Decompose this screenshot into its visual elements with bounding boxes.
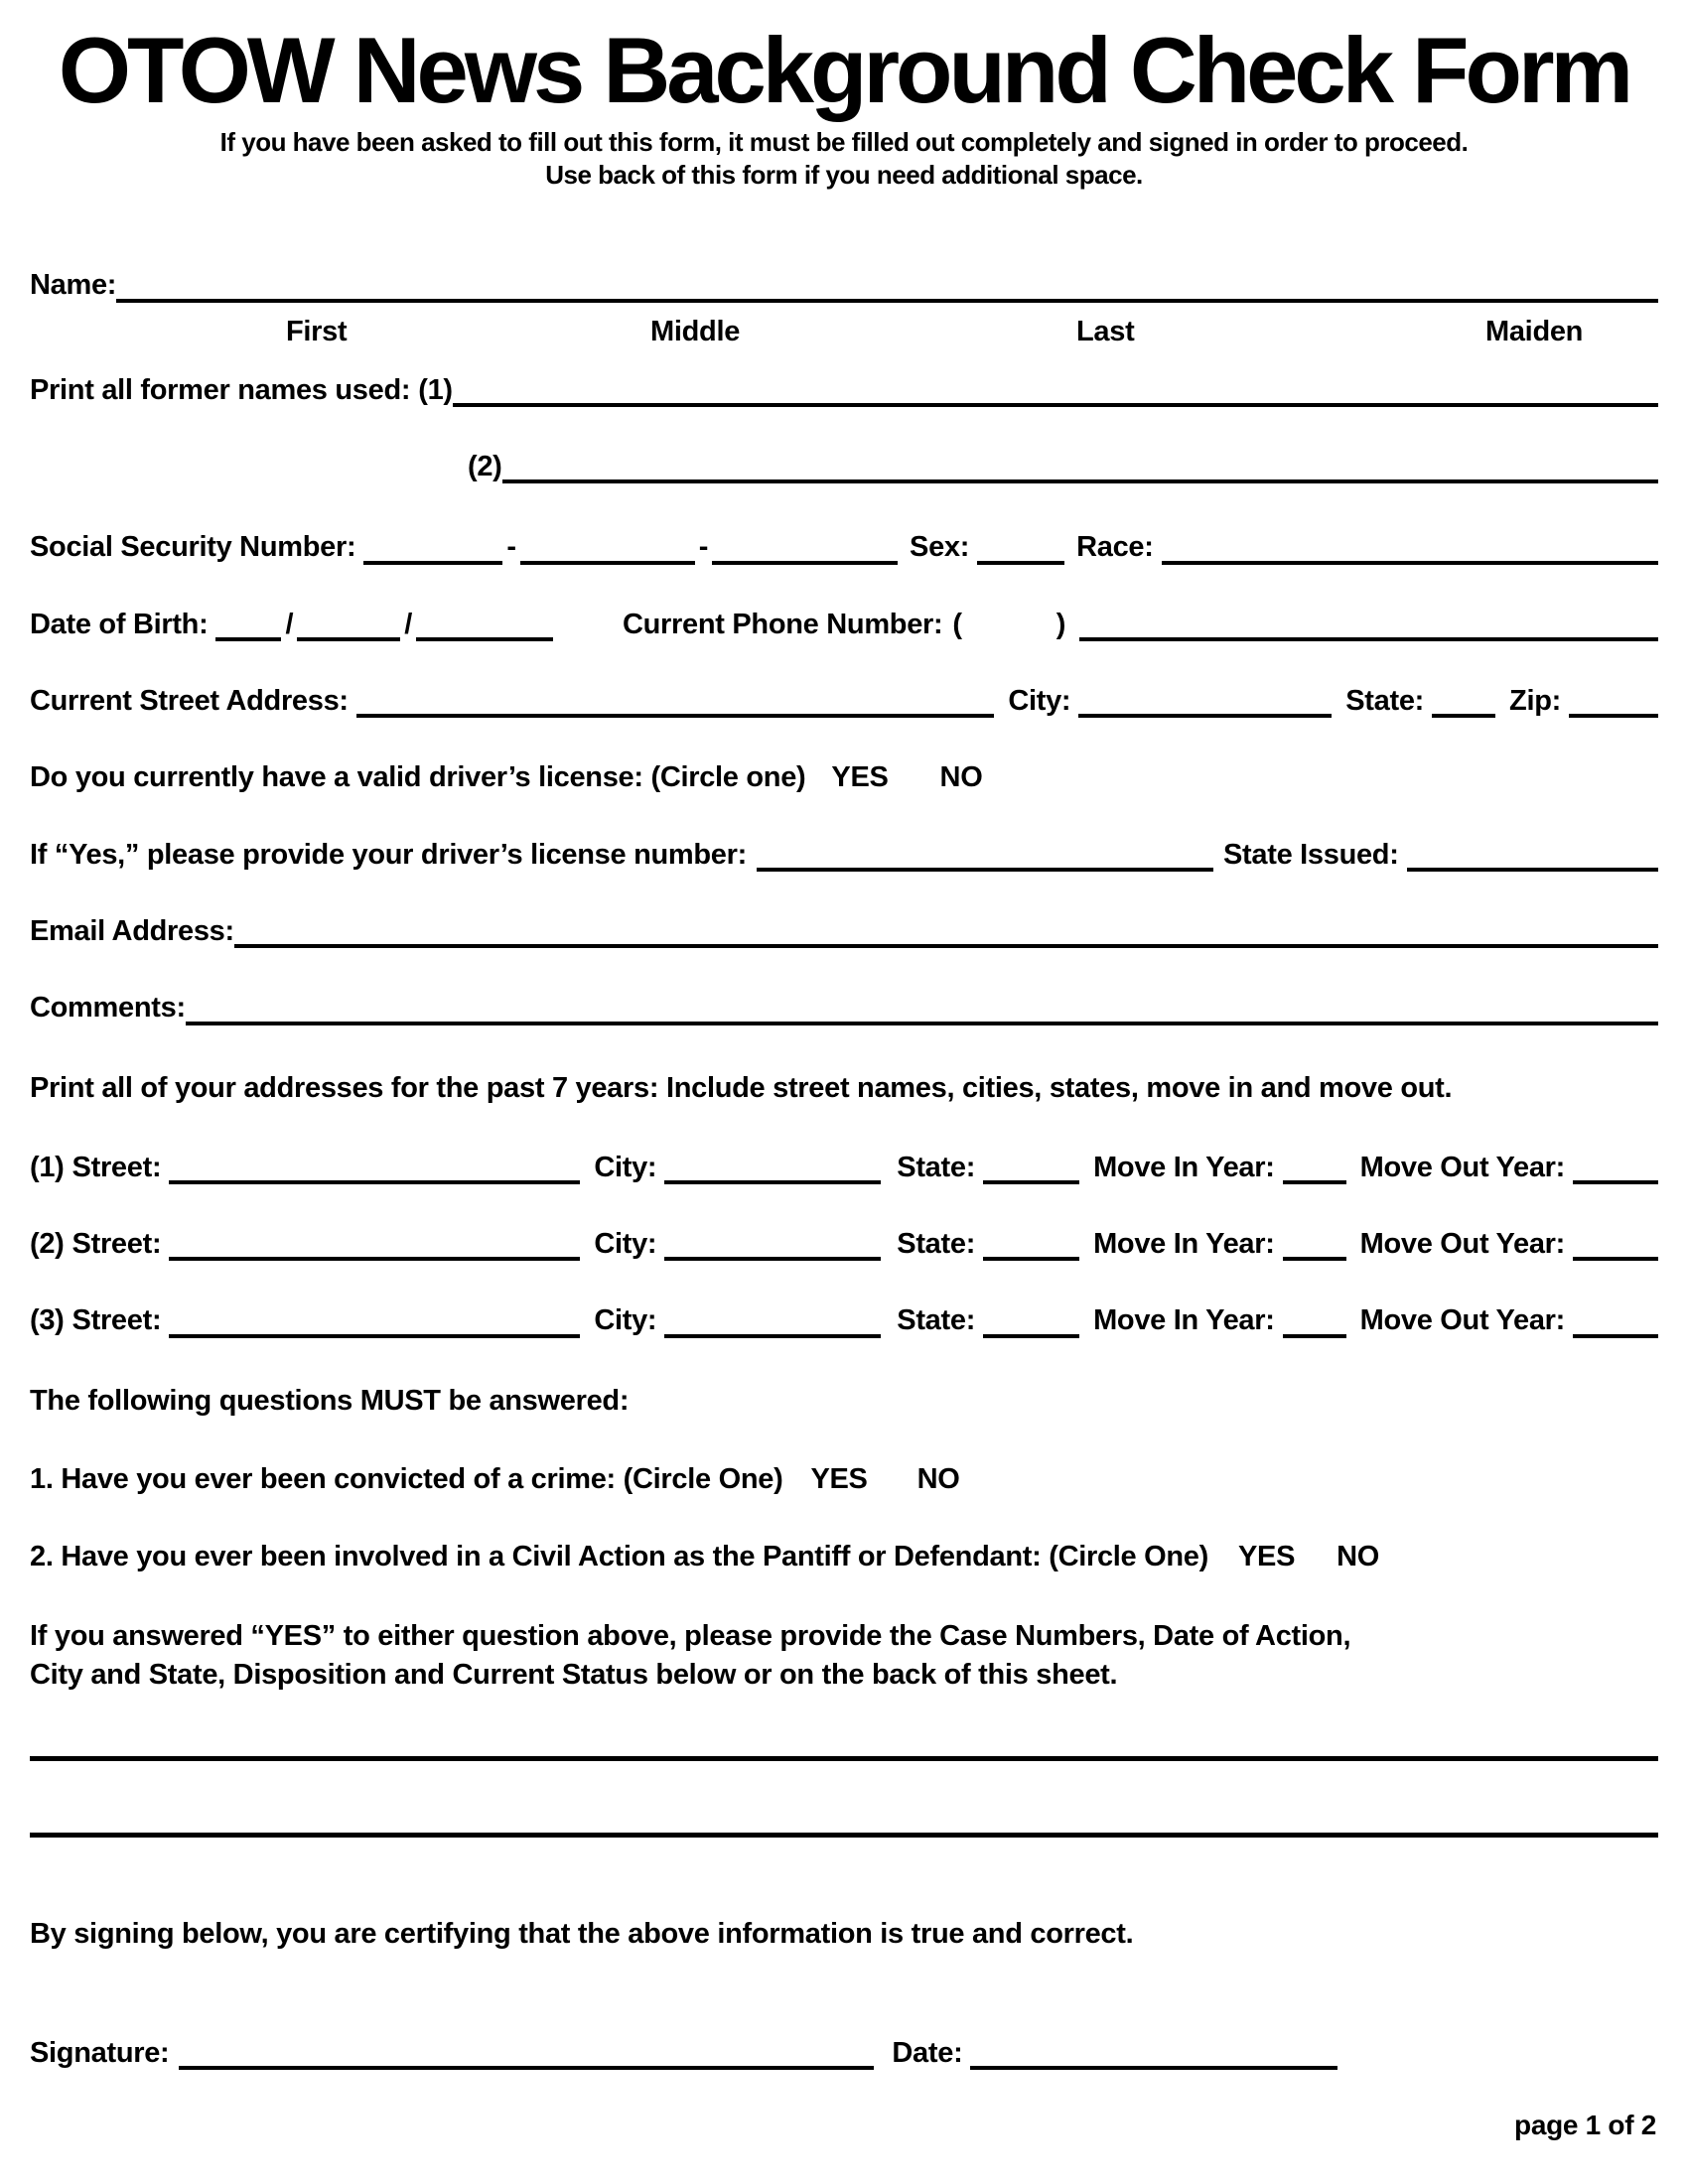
- state-issued-label: State Issued:: [1222, 838, 1399, 871]
- dob-year-line[interactable]: [416, 633, 553, 641]
- history-1-move-in-line[interactable]: [1283, 1176, 1346, 1184]
- name-input-line[interactable]: [116, 295, 1658, 303]
- street-address-line[interactable]: [356, 710, 995, 718]
- address-history-heading: Print all of your addresses for the past 7 years: Include street names, cities, states, move in and move out.: [30, 1071, 1453, 1104]
- question-1-label: 1. Have you ever been convicted of a crime: (Circle One): [30, 1463, 783, 1496]
- history-3-state-label: State:: [897, 1304, 976, 1337]
- street-address-label: Current Street Address:: [30, 684, 349, 717]
- ssn-part2-line[interactable]: [520, 557, 695, 565]
- history-1-move-out-line[interactable]: [1573, 1176, 1658, 1184]
- history-3-street-label: Street:: [71, 1304, 162, 1337]
- history-2-move-out-label: Move Out Year:: [1359, 1227, 1565, 1260]
- history-3-city-label: City:: [594, 1304, 657, 1337]
- name-sublabel-maiden: Maiden: [1485, 315, 1584, 347]
- race-line[interactable]: [1162, 557, 1658, 565]
- comments-line[interactable]: [186, 1018, 1658, 1025]
- history-1-state-line[interactable]: [983, 1176, 1079, 1184]
- history-1-state-label: State:: [897, 1151, 976, 1183]
- state-issued-line[interactable]: [1407, 864, 1658, 872]
- ssn-row: [30, 531, 1658, 564]
- form-instructions-line1: If you have been asked to fill out this form, it must be filled out completely and signed in order to proceed.: [219, 126, 1469, 157]
- form-instructions-line2: Use back of this form if you need additional space.: [545, 159, 1143, 190]
- history-3-city-line[interactable]: [664, 1330, 881, 1338]
- state-label: State:: [1345, 684, 1425, 717]
- q2-no-option[interactable]: NO: [1336, 1540, 1380, 1572]
- license-yes-option[interactable]: YES: [831, 761, 889, 794]
- name-sublabels-row: [30, 315, 1658, 348]
- license-question-row: [30, 761, 1658, 794]
- address-history-row-1: [30, 1152, 1658, 1184]
- page-title: OTOW News Background Check Form: [58, 18, 1630, 122]
- email-label: Email Address:: [30, 914, 234, 947]
- phone-label: Current Phone Number:: [623, 608, 943, 640]
- history-2-city-label: City:: [594, 1227, 657, 1260]
- case-details-line-2[interactable]: [30, 1833, 1658, 1838]
- history-1-street-label: Street:: [71, 1151, 162, 1183]
- comments-label: Comments:: [30, 992, 186, 1024]
- sex-label: Sex:: [910, 531, 970, 564]
- history-1-city-line[interactable]: [664, 1176, 881, 1184]
- sex-line[interactable]: [977, 557, 1064, 565]
- history-2-state-line[interactable]: [983, 1253, 1079, 1261]
- former-names-row-1: [30, 374, 1658, 407]
- date-line[interactable]: [970, 2062, 1337, 2070]
- questions-heading: The following questions MUST be answered:: [30, 1384, 630, 1417]
- zip-line[interactable]: [1569, 710, 1658, 718]
- case-details-instructions-line2: City and State, Disposition and Current Status below or on the back of this sheet.: [30, 1658, 1118, 1691]
- former-name-1-prefix: (1): [418, 373, 453, 406]
- dob-month-line[interactable]: [215, 633, 281, 641]
- phone-paren-open: (: [952, 608, 962, 640]
- history-2-prefix: (2): [30, 1227, 65, 1260]
- q1-no-option[interactable]: NO: [916, 1463, 960, 1496]
- q2-yes-option[interactable]: YES: [1238, 1540, 1296, 1572]
- signature-label: Signature:: [30, 2036, 170, 2069]
- history-3-street-line[interactable]: [169, 1330, 580, 1338]
- history-2-move-out-line[interactable]: [1573, 1253, 1658, 1261]
- history-2-street-line[interactable]: [169, 1253, 580, 1261]
- phone-number-line[interactable]: [1079, 633, 1658, 641]
- history-1-prefix: (1): [30, 1151, 65, 1183]
- history-3-move-in-line[interactable]: [1283, 1330, 1346, 1338]
- email-row: [30, 915, 1658, 948]
- former-name-2-prefix: (2): [468, 450, 502, 482]
- former-names-label: Print all former names used:: [30, 373, 411, 406]
- ssn-separator-2: -: [698, 531, 709, 564]
- date-label: Date:: [892, 2036, 963, 2069]
- former-names-row-2: [30, 451, 1658, 483]
- email-line[interactable]: [234, 940, 1658, 948]
- license-question-label: Do you currently have a valid driver’s license: (Circle one): [30, 761, 806, 794]
- question-2-row: [30, 1541, 1658, 1573]
- question-1-row: [30, 1463, 1658, 1496]
- name-label: Name:: [30, 269, 117, 302]
- history-2-state-label: State:: [897, 1227, 976, 1260]
- license-number-label: If “Yes,” please provide your driver’s license number:: [30, 838, 747, 871]
- case-details-instructions: [30, 1617, 1618, 1695]
- license-number-row: [30, 839, 1658, 872]
- city-line[interactable]: [1078, 710, 1332, 718]
- former-name-2-line[interactable]: [502, 476, 1658, 483]
- signature-row: [30, 2037, 1658, 2070]
- state-line[interactable]: [1432, 710, 1495, 718]
- dob-phone-row: [30, 609, 1658, 641]
- history-3-move-out-label: Move Out Year:: [1359, 1304, 1565, 1337]
- race-label: Race:: [1076, 531, 1154, 564]
- history-3-move-out-line[interactable]: [1573, 1330, 1658, 1338]
- history-1-street-line[interactable]: [169, 1176, 580, 1184]
- dob-separator-2: /: [404, 608, 412, 640]
- comments-row: [30, 992, 1658, 1024]
- certification-statement: By signing below, you are certifying that the above information is true and correct.: [30, 1917, 1134, 1950]
- ssn-separator-1: -: [506, 531, 516, 564]
- dob-day-line[interactable]: [297, 633, 400, 641]
- address-history-row-3: [30, 1304, 1658, 1337]
- ssn-part1-line[interactable]: [363, 557, 502, 565]
- license-no-option[interactable]: NO: [939, 761, 983, 794]
- dob-label: Date of Birth:: [30, 608, 209, 640]
- history-1-move-in-label: Move In Year:: [1093, 1151, 1275, 1183]
- ssn-label: Social Security Number:: [30, 531, 356, 564]
- name-sublabel-last: Last: [1076, 315, 1135, 347]
- zip-label: Zip:: [1509, 684, 1561, 717]
- dob-separator-1: /: [285, 608, 294, 640]
- name-sublabel-first: First: [286, 315, 348, 347]
- signature-line[interactable]: [179, 2062, 874, 2070]
- history-2-street-label: Street:: [71, 1227, 162, 1260]
- history-2-move-in-line[interactable]: [1283, 1253, 1346, 1261]
- name-sublabel-middle: Middle: [650, 315, 741, 347]
- current-address-row: [30, 685, 1658, 718]
- history-3-state-line[interactable]: [983, 1330, 1079, 1338]
- address-history-row-2: [30, 1228, 1658, 1261]
- history-1-city-label: City:: [594, 1151, 657, 1183]
- city-label: City:: [1008, 684, 1071, 717]
- q1-yes-option[interactable]: YES: [810, 1463, 868, 1496]
- case-details-instructions-line1: If you answered “YES” to either question above, please provide the Case Numbers, Date of Action,: [30, 1620, 1351, 1653]
- license-number-line[interactable]: [757, 864, 1213, 872]
- phone-paren-close: ): [1055, 608, 1066, 640]
- question-2-label: 2. Have you ever been involved in a Civil Action as the Pantiff or Defendant: (Circle One): [30, 1540, 1208, 1572]
- name-row: [30, 269, 1658, 302]
- case-details-line-1[interactable]: [30, 1756, 1658, 1761]
- ssn-part3-line[interactable]: [712, 557, 898, 565]
- former-name-1-line[interactable]: [453, 399, 1658, 407]
- history-1-move-out-label: Move Out Year:: [1359, 1151, 1565, 1183]
- history-3-prefix: (3): [30, 1304, 65, 1337]
- history-3-move-in-label: Move In Year:: [1093, 1304, 1275, 1337]
- history-2-city-line[interactable]: [664, 1253, 881, 1261]
- history-2-move-in-label: Move In Year:: [1093, 1227, 1275, 1260]
- page-indicator: page 1 of 2: [1514, 2110, 1656, 2141]
